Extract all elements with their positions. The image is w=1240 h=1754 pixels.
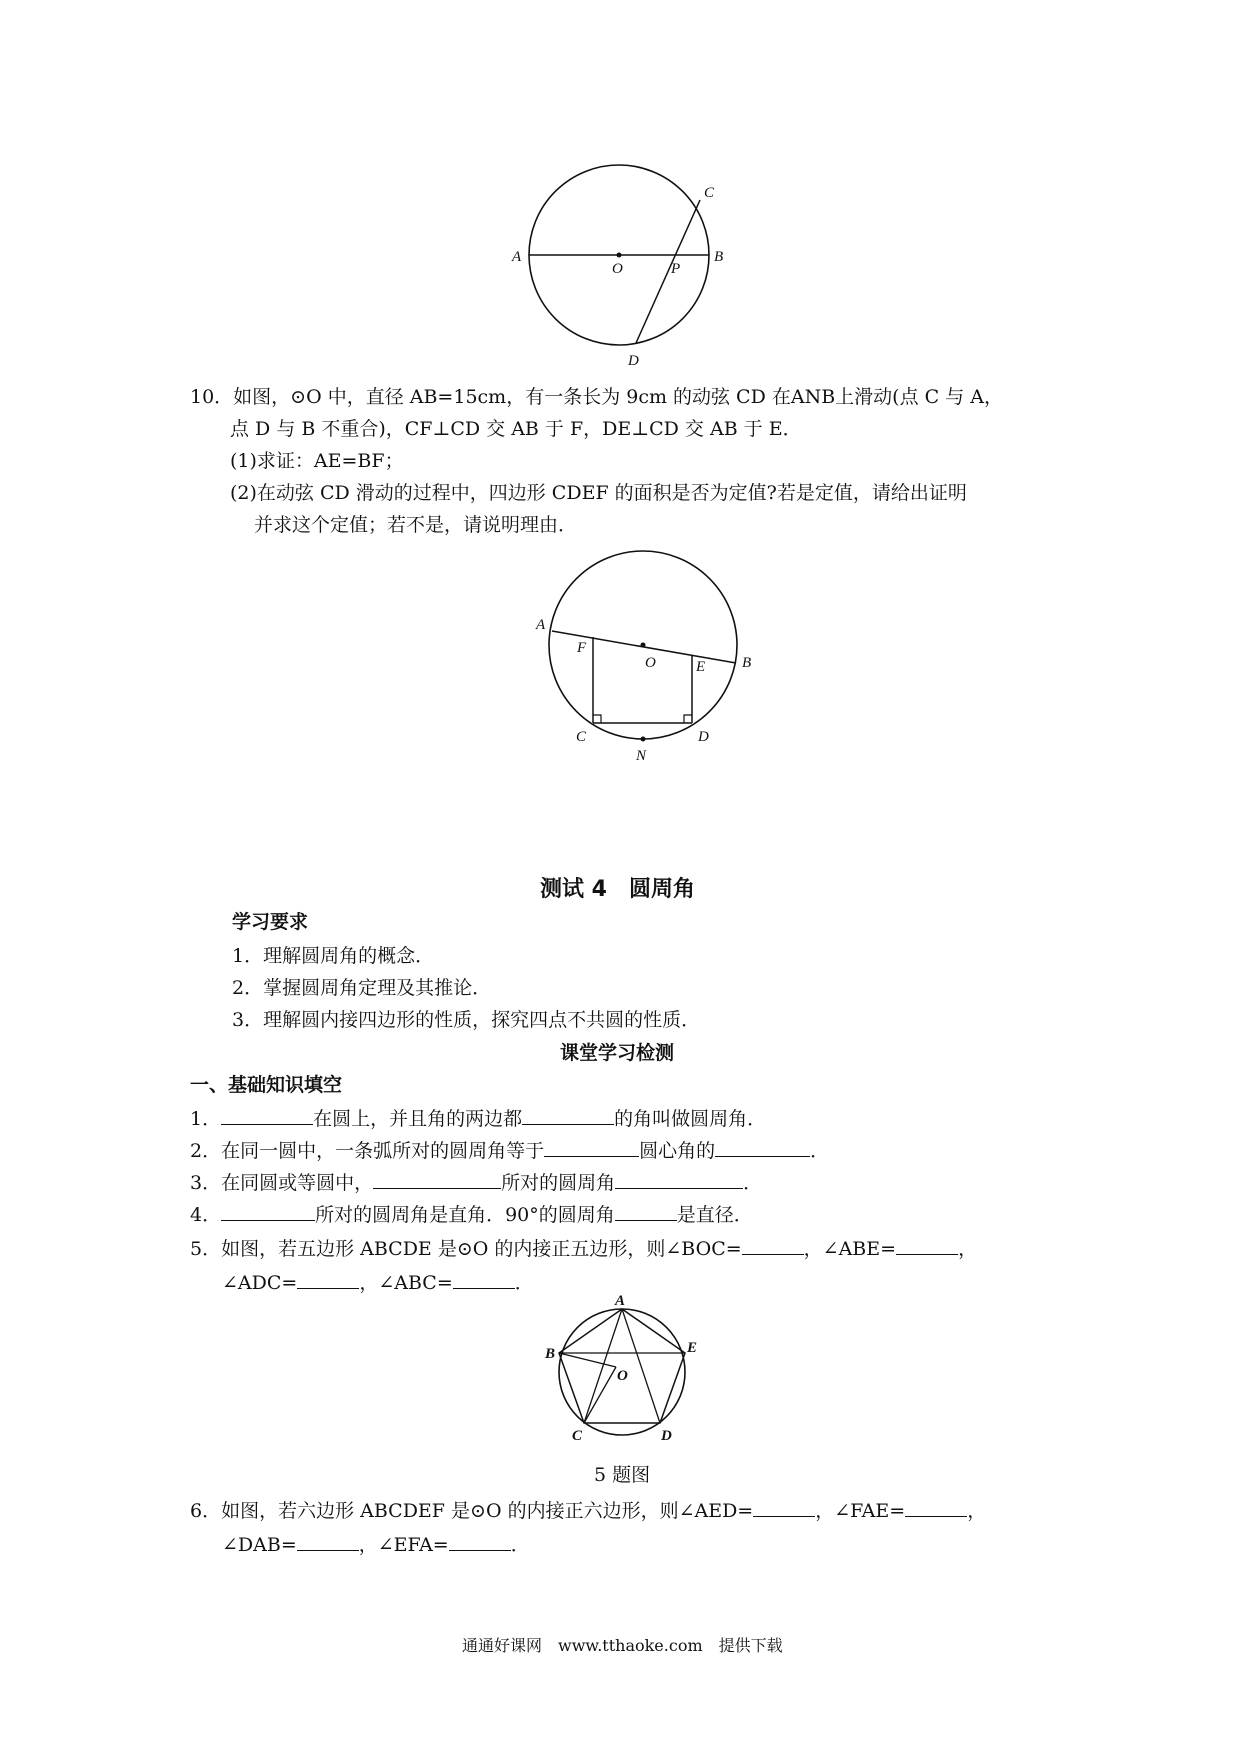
q5-text-d: ∠ADC= [222, 1272, 298, 1294]
label-o: O [612, 261, 623, 277]
q1-text-b: 在圆上，并且角的两边都 [313, 1108, 523, 1130]
q4-blank-2[interactable] [615, 1202, 677, 1221]
center-dot [641, 643, 646, 648]
question-4 [190, 1202, 753, 1227]
requirements-heading: 学习要求 [232, 911, 309, 933]
q6-blank-aed[interactable] [753, 1498, 815, 1517]
label-c: C [572, 1428, 583, 1444]
q5-blank-abc[interactable] [453, 1270, 515, 1289]
q2-blank-2[interactable] [715, 1138, 810, 1157]
label-e: E [687, 1340, 698, 1356]
q5-text-b: ，∠ABE= [803, 1238, 897, 1260]
label-a: A [512, 249, 522, 265]
label-c: C [576, 729, 587, 745]
question-6-line2 [222, 1532, 530, 1557]
label-b: B [742, 655, 752, 671]
q1-text-c: 的角叫做圆周角． [614, 1108, 767, 1130]
q5-blank-abe[interactable] [896, 1236, 958, 1255]
requirement-2: 2．掌握圆周角定理及其推论． [232, 977, 492, 999]
q6-text-d: ∠DAB= [222, 1534, 297, 1556]
label-d: D [698, 729, 709, 745]
right-angle-d [684, 715, 692, 723]
q2-text-c: ． [810, 1140, 830, 1162]
q4-text-a: 4． [190, 1204, 222, 1226]
question-5-line2 [222, 1270, 534, 1295]
q3-text-b: 所对的圆周角 [501, 1172, 616, 1194]
label-o: O [645, 655, 656, 671]
figure-5-caption: 5 题图 [594, 1464, 651, 1486]
label-o: O [617, 1368, 628, 1384]
question-3 [190, 1170, 762, 1195]
figure-circle-chord [500, 160, 740, 380]
q2-text-b: 圆心角的 [639, 1140, 716, 1162]
q2-text-a: 2．在同一圆中，一条弧所对的圆周角等于 [190, 1140, 545, 1162]
label-d: D [628, 353, 639, 369]
q1-blank-2[interactable] [522, 1106, 614, 1125]
q5-text-e: ，∠ABC= [359, 1272, 453, 1294]
q10-line1: 10．如图，⊙O 中，直径 AB=15cm，有一条长为 9cm 的动弦 CD 在ANB上滑动(点 C 与 A， [190, 386, 1003, 408]
q5-blank-boc[interactable] [742, 1236, 804, 1255]
q5-text-c: ， [958, 1238, 978, 1260]
q6-blank-dab[interactable] [297, 1532, 359, 1551]
q3-text-a: 3．在同圆或等圆中， [190, 1172, 374, 1194]
q4-text-c: 是直径． [676, 1204, 753, 1226]
section-title: 测试 4 圆周角 [540, 877, 695, 902]
label-a: A [536, 617, 546, 633]
part1-heading: 一、基础知识填空 [190, 1074, 343, 1096]
q3-blank-1[interactable] [373, 1170, 501, 1189]
radius-ob [559, 1353, 616, 1367]
q5-text-a: 5．如图，若五边形 ABCDE 是⊙O 的内接正五边形，则∠BOC= [190, 1238, 742, 1260]
question-2 [190, 1138, 829, 1163]
diagonal-ad [622, 1309, 660, 1423]
label-a: A [615, 1293, 626, 1309]
diagonal-ac [584, 1309, 622, 1423]
q6-text-f: ． [510, 1534, 530, 1556]
label-b: B [545, 1346, 556, 1362]
q10-line4: (2)在动弦 CD 滑动的过程中，四边形 CDEF 的面积是否为定值?若是定值，请给出证明 [230, 482, 967, 504]
q6-text-c: ， [967, 1500, 987, 1522]
question-1 [190, 1106, 766, 1131]
label-d: D [661, 1428, 672, 1444]
q6-text-e: ，∠EFA= [358, 1534, 449, 1556]
q6-blank-efa[interactable] [449, 1532, 511, 1551]
point-n [641, 737, 646, 742]
q10-line2: 点 D 与 B 不重合)，CF⊥CD 交 AB 于 F，DE⊥CD 交 AB 于 E． [230, 418, 802, 440]
check-heading: 课堂学习检测 [560, 1042, 675, 1064]
requirement-1: 1．理解圆周角的概念． [232, 945, 435, 967]
right-angle-c [593, 715, 601, 723]
center-dot [617, 253, 622, 258]
q10-line3: (1)求证：AE=BF； [230, 450, 404, 472]
q5-text-f: ． [514, 1272, 534, 1294]
requirement-3: 3．理解圆内接四边形的性质，探究四点不共圆的性质． [232, 1009, 701, 1031]
q4-blank-1[interactable] [221, 1202, 315, 1221]
q6-text-a: 6．如图，若六边形 ABCDEF 是⊙O 的内接正六边形，则∠AED= [190, 1500, 754, 1522]
q3-text-c: ． [743, 1172, 763, 1194]
figure-pentagon [545, 1295, 705, 1455]
q4-text-b: 所对的圆周角是直角．90°的圆周角 [315, 1204, 615, 1226]
page-footer: 通通好课网 www.tthaoke.com 提供下载 [462, 1636, 783, 1655]
chord-cd [636, 200, 700, 343]
question-6-line1 [190, 1498, 986, 1523]
q6-blank-fae[interactable] [905, 1498, 967, 1517]
label-e: E [696, 659, 706, 675]
q1-blank-1[interactable] [221, 1106, 313, 1125]
q2-blank-1[interactable] [544, 1138, 639, 1157]
q3-blank-2[interactable] [615, 1170, 743, 1189]
label-p: P [671, 261, 681, 277]
q5-blank-adc[interactable] [297, 1270, 359, 1289]
q1-text-a: 1． [190, 1108, 222, 1130]
q6-text-b: ，∠FAE= [815, 1500, 906, 1522]
label-f: F [577, 640, 587, 656]
q10-line5: 并求这个定值；若不是，请说明理由． [254, 514, 578, 536]
label-b: B [714, 249, 724, 265]
figure-circle-rectangle [530, 550, 770, 770]
label-c: C [704, 185, 715, 201]
question-5-line1 [190, 1236, 977, 1261]
label-n: N [636, 748, 647, 764]
